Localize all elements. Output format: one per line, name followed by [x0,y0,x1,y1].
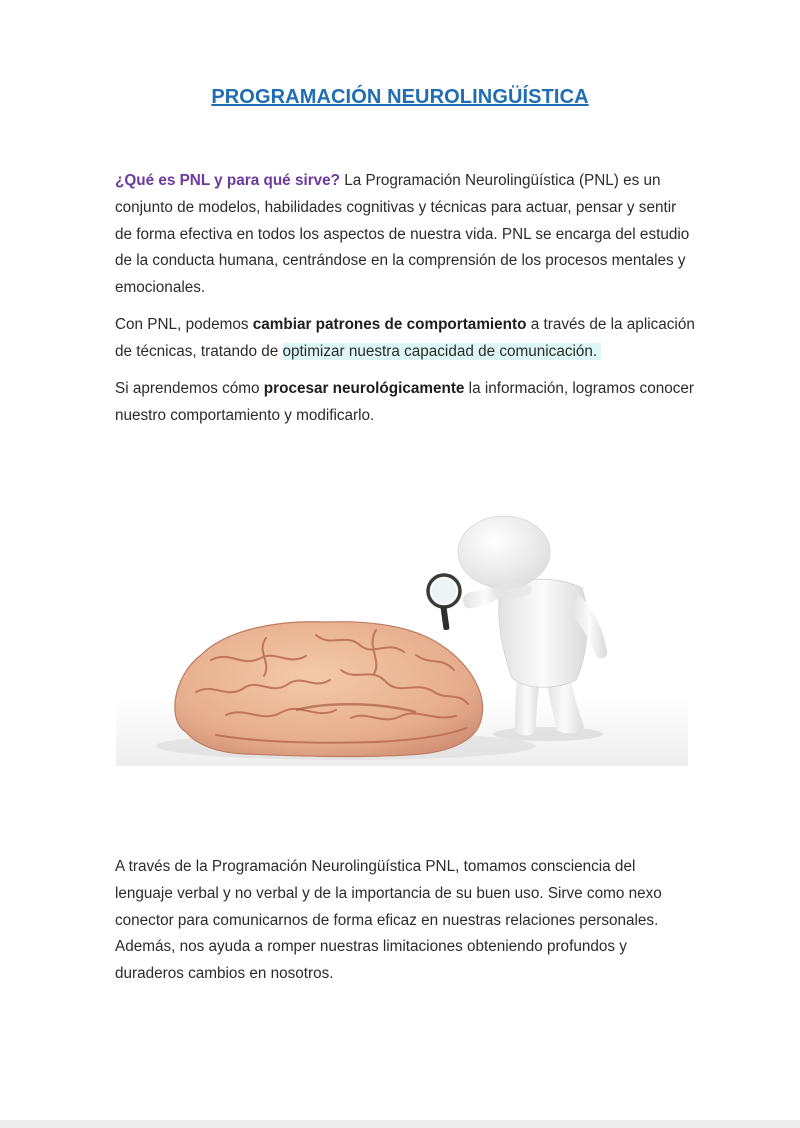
intro-text: La Programación Neurolingüística (PNL) es un conjunto de modelos, habilidades cognitivas y técnicas para actuar, pensar y sentir de forma efectiva en todos los aspectos de nuestra vida. PNL se encarga del estudio de la conducta humana, centrándose en la comprensión de los procesos mentales y emocionales. [115,172,690,297]
neuro-paragraph [115,376,695,430]
behavior-bold-phrase: cambiar patrones de comportamiento [252,316,527,333]
neuro-text-start: Si aprendemos cómo [115,380,264,397]
highlighted-phrase: optimizar nuestra capacidad de comunicación. [283,343,602,360]
brain-illustration [116,470,688,766]
behavior-text-mid: a través de la aplicación de técnicas, tratando de [115,316,695,360]
question-heading: ¿Qué es PNL y para qué sirve? [115,172,341,189]
brain-with-figure-icon [116,470,688,766]
page-title: PROGRAMACIÓN NEUROLINGÜÍSTICA [211,86,589,108]
behavior-paragraph [115,312,695,366]
neuro-bold-phrase: procesar neurológicamente [263,380,465,397]
closing-paragraph [115,854,695,988]
neuro-text-end: la información, logramos conocer nuestro comportamiento y modificarlo. [115,380,694,424]
intro-paragraph [115,168,695,302]
closing-text: A través de la Programación Neurolingüística PNL, tomamos consciencia del lenguaje verbal y no verbal y de la importancia de su buen uso. Sirve como nexo conector para comunicarnos de forma eficaz en nuestras relaciones personales. Además, nos ayuda a romper nuestras limitaciones obteniendo profundos y duraderos cambios en nosotros. [115,858,662,983]
behavior-text-start: Con PNL, podemos [115,316,253,333]
